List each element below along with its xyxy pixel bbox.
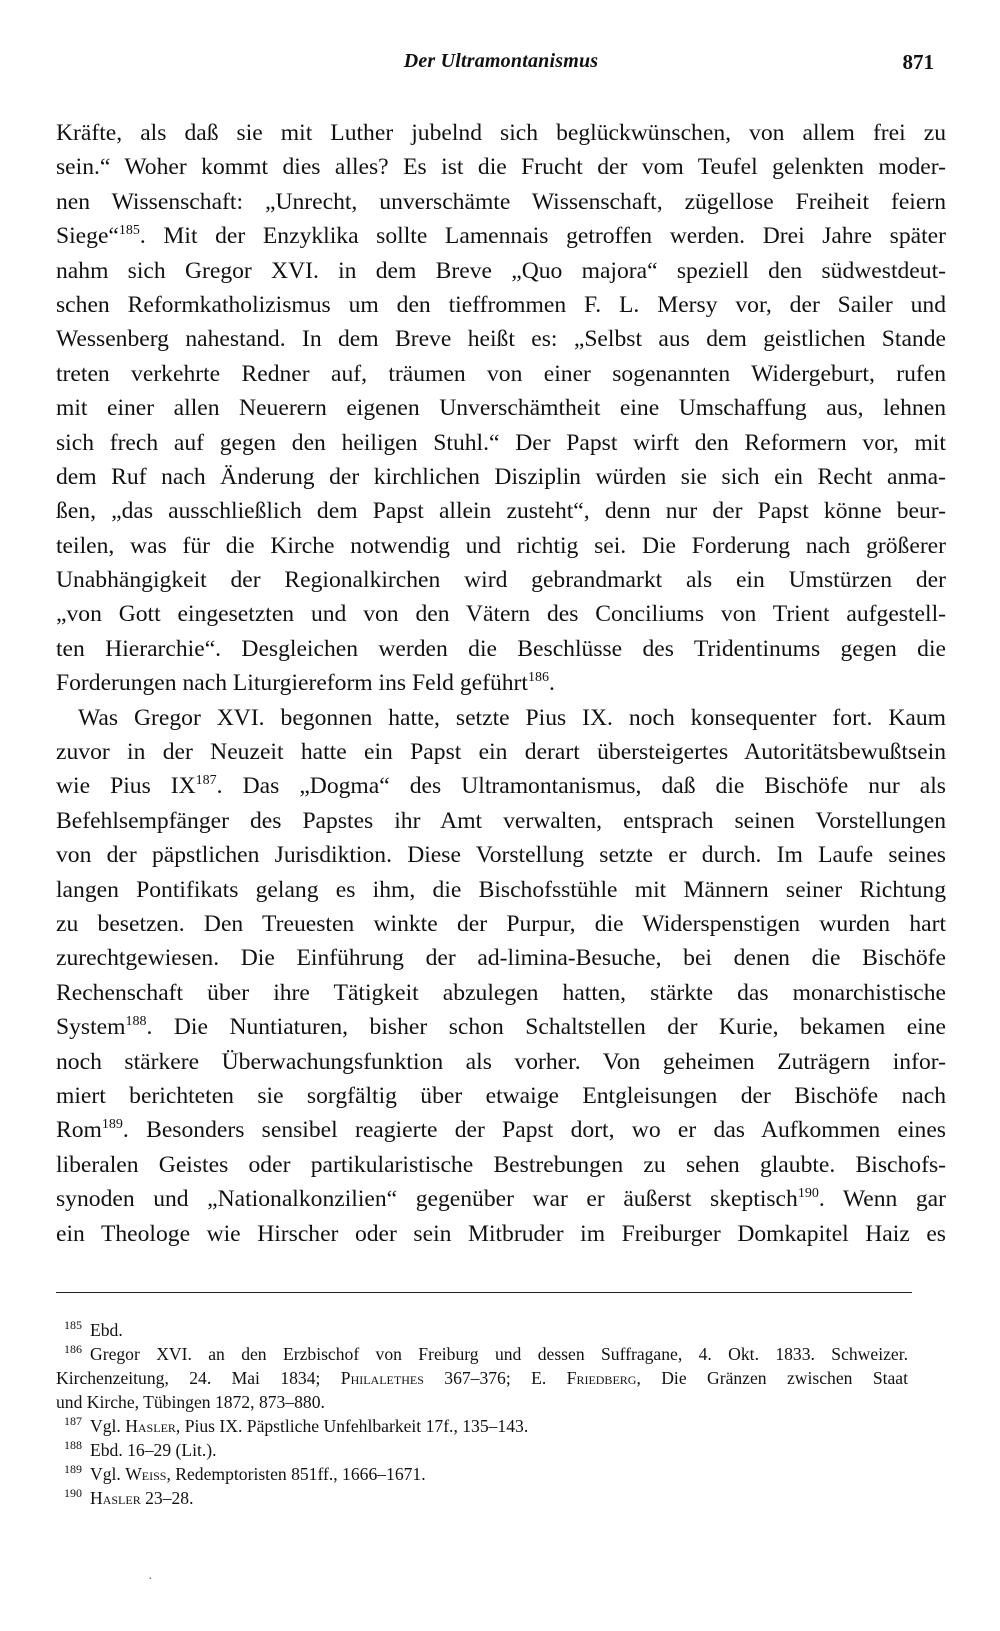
text-segment: . Mit der Enzyklika sollte Lamennais getroffen werden. Drei Jahre später (139, 223, 946, 250)
footnote-text: Vgl. (90, 1464, 126, 1484)
text-line: zuvor in der Neuzeit hatte ein Papst ein derart übersteigertes Autoritätsbewußtsein (56, 739, 946, 766)
stray-mark: · (148, 1572, 153, 1587)
text-line: noch stärkere Überwachungsfunktion als vorher. Von geheimen Zuträgern infor- (56, 1048, 946, 1075)
footnote-186: 186 Gregor XVI. an den Erzbischof von Freiburg und dessen Suffragane, 4. Okt. 1833. Schweizer. (64, 1342, 908, 1364)
text-segment: . Das „Dogma“ des Ultramontanismus, daß die Bischöfe nur als (216, 773, 946, 800)
text-line: sich frech auf gegen den heiligen Stuhl.“ Der Papst wirft den Reformern vor, mit (56, 429, 946, 456)
text-line (56, 1010, 946, 1044)
footnote-188: 188 Ebd. 16–29 (Lit.). (64, 1438, 217, 1460)
footnote-186-continued (56, 1366, 908, 1390)
text-line: Befehlsempfänger des Papstes ihr Amt verwalten, entsprach seinen Vorstellungen (56, 807, 946, 834)
footnote-text: Kirchenzeitung, 24. Mai 1834; (56, 1368, 341, 1388)
text-line (56, 1182, 946, 1216)
text-line: treten verkehrte Redner auf, träumen von einer sogenannten Widergeburt, rufen (56, 360, 946, 387)
text-line: zurechtgewiesen. Die Einführung der ad-limina-Besuche, bei denen die Bischöfe (56, 945, 946, 972)
text-segment: Forderungen nach Liturgiereform ins Feld geführt (56, 670, 528, 697)
footnote-reference[interactable]: 188 (125, 1014, 147, 1030)
text-segment: wie Pius IX (56, 773, 196, 800)
text-line: von der päpstlichen Jurisdiktion. Diese Vorstellung setzte er durch. Im Laufe seines (56, 842, 946, 869)
running-title: Der Ultramontanismus (403, 50, 599, 72)
text-line: nahm sich Gregor XVI. in dem Breve „Quo majora“ speziell den südwestdeut- (56, 257, 946, 284)
text-line: miert berichteten sie sorgfältig über etwaige Entgleisungen der Bischöfe nach (56, 1082, 946, 1109)
footnote-text: , Pius IX. Päpstliche Unfehlbarkeit 17f., 135–143. (175, 1416, 529, 1436)
text-line: ten Hierarchie“. Desgleichen werden die Beschlüsse des Tridentinums gegen die (56, 635, 946, 662)
text-line: Unabhängigkeit der Regionalkirchen wird gebrandmarkt als ein Umstürzen der (56, 567, 946, 594)
footnote-reference[interactable]: 190 (797, 1186, 819, 1202)
text-line (56, 666, 946, 700)
text-line: zu besetzen. Den Treuesten winkte der Purpur, die Widerspenstigen wurden hart (56, 910, 946, 937)
footnote-text: und Kirche, Tübingen 1872, 873–880. (56, 1392, 325, 1412)
text-segment: . Wenn gar (818, 1186, 946, 1213)
footnote-text: 367–376; E. (423, 1368, 567, 1388)
text-segment: System (56, 1014, 126, 1041)
footnote-text: , Redemptoristen 851ff., 1666–1671. (166, 1464, 426, 1484)
running-head (56, 50, 946, 80)
text-line: Kräfte, als daß sie mit Luther jubelnd sich beglückwünschen, von allem frei zu (56, 120, 946, 146)
text-line: mit einer allen Neuerern eigenen Unverschämtheit eine Umschaffung aus, lehnen (56, 395, 946, 422)
footnote-reference[interactable]: 186 (527, 670, 549, 686)
footnotes (56, 1318, 946, 1510)
text-line: sein.“ Woher kommt dies alles? Es ist die Frucht der vom Teufel gelenkten moder- (56, 154, 946, 181)
footnote-author: Friedberg (566, 1368, 637, 1388)
footnote-text: 23–28. (140, 1488, 194, 1508)
text-line: Was Gregor XVI. begonnen hatte, setzte Pius IX. noch konsequenter fort. Kaum (78, 704, 946, 731)
text-segment: . (548, 670, 555, 697)
footnote-text: Vgl. (90, 1416, 126, 1436)
footnote-text: Ebd. (90, 1320, 123, 1340)
text-line: „von Gott eingesetzten und von den Vätern des Conciliums von Trient aufgestell- (56, 601, 946, 628)
footnote-reference[interactable]: 189 (101, 1117, 123, 1133)
footnote-author: Hasler (125, 1416, 176, 1436)
footnote-189: 189 Vgl. Weiss, Redemptoristen 851ff., 1666–1671. (64, 1462, 426, 1484)
text-line: nen Wissenschaft: „Unrecht, unverschämte Wissenschaft, zügellose Freiheit feiern (56, 188, 946, 215)
page-number: 871 (902, 50, 934, 74)
text-line: schen Reformkatholizismus um den tieffrommen F. L. Mersy vor, der Sailer und (56, 291, 946, 318)
footnote-190: 190 Hasler 23–28. (64, 1486, 194, 1508)
text-line: dem Ruf nach Änderung der kirchlichen Disziplin würden sie sich ein Recht anma- (56, 463, 946, 490)
text-line: liberalen Geistes oder partikularistische Bestrebungen zu sehen glaubte. Bischofs- (56, 1151, 946, 1178)
text-line: Wessenberg nahestand. In dem Breve heißt es: „Selbst aus dem geistlichen Stande (56, 326, 946, 353)
text-segment: synoden und „Nationalkonzilien“ gegenüber war er äußerst skeptisch (56, 1186, 798, 1213)
footnote-187: 187 Vgl. Hasler, Pius IX. Päpstliche Unfehlbarkeit 17f., 135–143. (64, 1414, 529, 1436)
footnote-185: 185 Ebd. (64, 1318, 123, 1340)
text-line: Rechenschaft über ihre Tätigkeit abzulegen hatten, stärkte das monarchistische (56, 979, 946, 1006)
footnote-reference[interactable]: 185 (118, 223, 140, 239)
text-line (56, 219, 946, 253)
text-segment: . Die Nuntiaturen, bisher schon Schaltstellen der Kurie, bekamen eine (146, 1014, 946, 1041)
main-text (56, 116, 946, 1251)
text-line (56, 1113, 946, 1147)
text-segment: Rom (56, 1117, 102, 1144)
footnote-author: Hasler (90, 1488, 141, 1508)
text-line: langen Pontifikats gelang es ihm, die Bischofsstühle mit Männern seiner Richtung (56, 876, 946, 903)
footnote-author: Philalethes (340, 1368, 424, 1388)
footnote-text: Ebd. 16–29 (Lit.). (90, 1440, 217, 1460)
text-segment: . Besonders sensibel reagierte der Papst dort, wo er das Aufkommen eines (122, 1117, 946, 1144)
footnote-reference[interactable]: 187 (195, 773, 217, 789)
footnote-author: Weiss (125, 1464, 167, 1484)
book-page (56, 40, 946, 1600)
text-line: ein Theologe wie Hirscher oder sein Mitbruder im Freiburger Domkapitel Haiz es (56, 1220, 946, 1247)
text-line (56, 769, 946, 803)
text-segment: Siege“ (56, 223, 119, 250)
text-line: ßen, „das ausschließlich dem Papst allein zusteht“, denn nur der Papst könne beur- (56, 498, 946, 525)
footnote-text: Gregor XVI. an den Erzbischof von Freiburg und dessen Suffragane, 4. Okt. 1833. Schweizer. (90, 1344, 908, 1364)
footnote-text: , Die Gränzen zwischen Staat (636, 1368, 908, 1388)
text-line: teilen, was für die Kirche notwendig und richtig sei. Die Forderung nach größerer (56, 532, 946, 559)
footnote-186-continued (56, 1390, 946, 1414)
footnote-divider (56, 1292, 912, 1293)
